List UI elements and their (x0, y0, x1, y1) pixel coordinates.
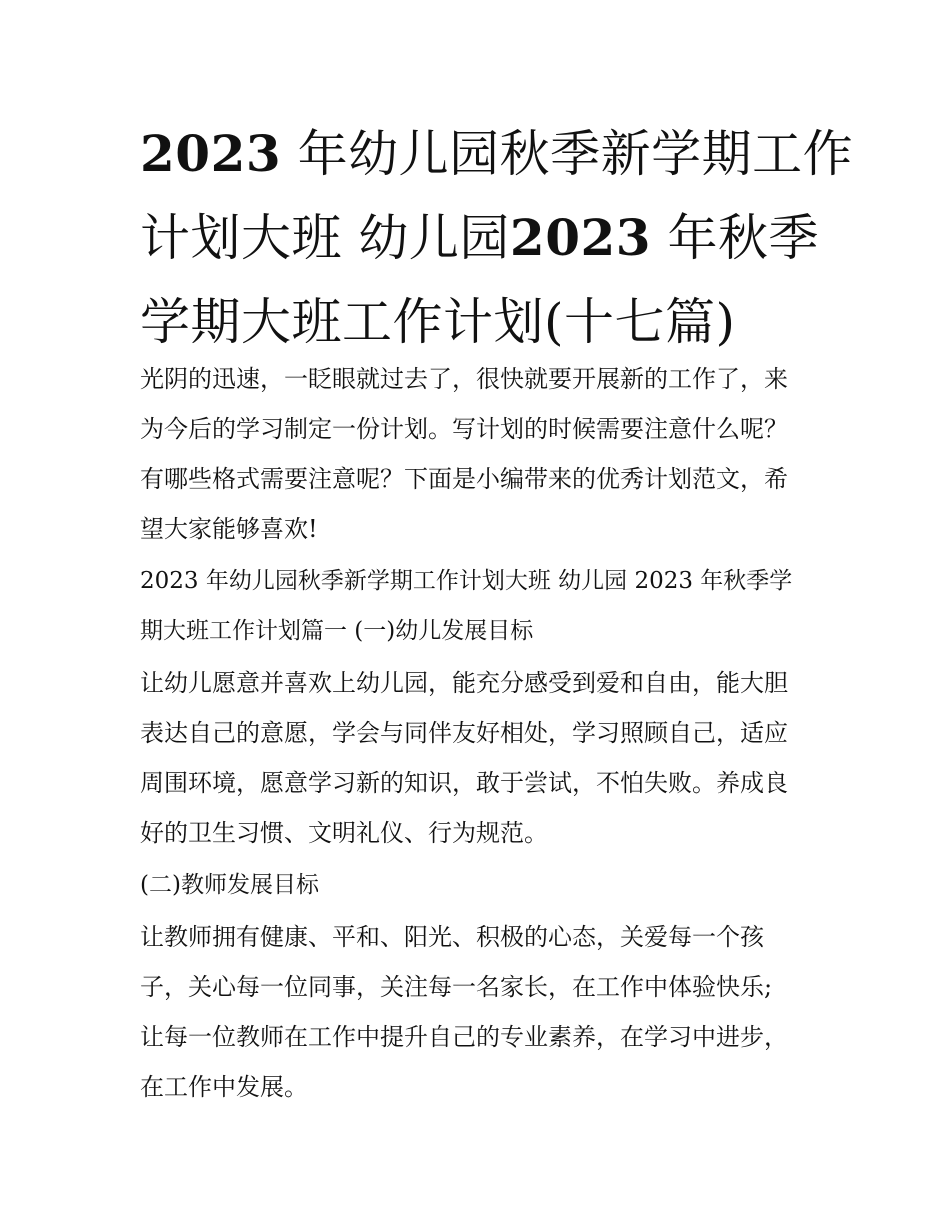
title-year: 2023 (140, 124, 282, 183)
title-year: 2023 (509, 208, 652, 267)
intro-paragraph (140, 354, 820, 554)
title-text: 年幼儿园秋季新学期工作 (297, 125, 854, 183)
text-line: 子，关心每一位同事，关注每一名家长，在工作中体验快乐; (140, 973, 773, 1001)
section-heading-paragraph (140, 556, 820, 656)
title-line-2 (140, 196, 820, 280)
text-line: 表达自己的意愿，学会与同伴友好相处，学习照顾自己，适应 (140, 719, 788, 747)
text-line: 光阴的迅速，一眨眼就过去了，很快就要开展新的工作了，来 (140, 365, 788, 393)
child-goals-paragraph (140, 658, 820, 858)
text-line: 2023 年幼儿园秋季新学期工作计划大班 幼儿园 2023 年秋季学 (140, 568, 793, 594)
title-line-1 (140, 112, 854, 196)
teacher-goals-paragraph (140, 912, 820, 1112)
text-line: (二)教师发展目标 (140, 872, 319, 898)
text-line: 为今后的学习制定一份计划。写计划的时候需要注意什么呢？ (140, 415, 788, 443)
text-line: 让教师拥有健康、平和、阳光、积极的心态，关爱每一个孩 (140, 923, 764, 951)
teacher-goals-heading (140, 860, 820, 910)
text-line: 周围环境，愿意学习新的知识，敢于尝试，不怕失败。养成良 (140, 769, 788, 797)
title-text: 学期大班工作计划(十七篇) (140, 293, 736, 351)
text-line: 有哪些格式需要注意呢？下面是小编带来的优秀计划范文，希 (140, 465, 788, 493)
title-text: 计划大班 幼儿园 (140, 209, 510, 267)
text-line: 望大家能够喜欢! (140, 515, 318, 543)
text-line: 期大班工作计划篇一 (一)幼儿发展目标 (140, 618, 534, 644)
text-line: 让每一位教师在工作中提升自己的专业素养，在学习中进步， (140, 1023, 788, 1051)
text-line: 好的卫生习惯、文明礼仪、行为规范。 (140, 819, 548, 847)
title-text: 年秋季 (667, 209, 819, 267)
text-line: 在工作中发展。 (140, 1073, 308, 1101)
text-line: 让幼儿愿意并喜欢上幼儿园，能充分感受到爱和自由，能大胆 (140, 669, 788, 697)
title-line-3 (140, 280, 820, 364)
document-title (140, 112, 854, 364)
